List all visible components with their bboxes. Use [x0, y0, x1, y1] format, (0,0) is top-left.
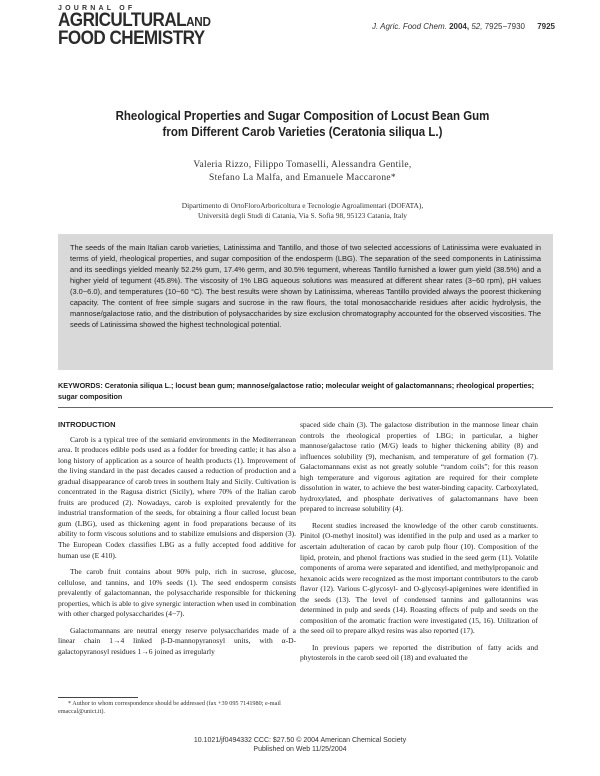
- page-number: 7925: [537, 22, 555, 31]
- abstract-box: The seeds of the main Italian carob varieties, Latinissima and Tantillo, and those of two selected accessions of Latinissima were evaluated in terms of yield, rheological properties, and sugar composition of the endosperm (LBG). The separation of the seed components in Latinissima and its seedlings yielded meanly 52.2% gum, 17.4% germ, and 30.5% tegument, whereas Tantillo furnished a lower gum yield (38.5%) and a higher yield of tegument (45.8%). The viscosity of 1% LBG aqueous solutions was measured at different shear rates (3−60 rpm), pH values (3.0−6.0), and temperatures (10−60 °C). The best results were shown by Latinissima, whereas Tantillo provided always the poorest thickening capacity. The content of free simple sugars and sucrose in the raw flours, the total monosaccharide residues after acidic hydrolysis, the mannose/galactose ratio, and the distribution of polysaccharides by size exclusion chromatography accounted for the observed viscosities. The seeds of Latinissima showed the highest technological potential.: [58, 234, 553, 370]
- affiliation-line-1: Dipartimento di OrtoFloroArboricoltura e Tecnologie Agroalimentari (DOFATA),: [181, 201, 424, 210]
- paragraph: The carob fruit contains about 90% pulp, rich in sucrose, glucose, cellulose, and tannins, and 10% seeds (1). The seed endosperm consists prevalently of galactomannan, the polysaccharide responsible for thickening properties, which is able to give synergic interaction when used in combination with other charged polysaccharides (4−7).: [58, 567, 296, 619]
- journal-abbrev: J. Agric. Food Chem.: [372, 22, 447, 31]
- affiliation-line-2: Università degli Studi di Catania, Via S. Sofia 98, 95123 Catania, Italy: [198, 211, 407, 220]
- paragraph: Galactomannans are neutral energy reserve polysaccharides made of a linear chain 1→4 linked β-D-mannopyranosyl units, with α-D-galactopyranosyl residues 1→6 joined as irregularly: [58, 625, 296, 656]
- paragraph: spaced side chain (3). The galactose distribution in the mannose linear chain controls the rheological properties of LBG; in particular, a higher mannose/galactose ratio (M/G) leads to higher thickening ability (8) and influences solubility (9), mechanism, and temperature of gel formation (7). Galactomannans exist as not greatly soluble “random coils”; for this reason high temperature and vigorous agitation are required for their complete dissolution in water, to achieve the best water-binding capacity. Carboxylated, hydroxylated, and phosphate derivatives of galactomannans have been prepared to increase solubility (4).: [300, 420, 538, 514]
- affiliation: [90, 201, 515, 221]
- article-title: Rheological Properties and Sugar Composition of Locust Bean Gum from Different Carob Varieties (Ceratonia siliqua L.): [115, 109, 490, 139]
- citation-year: 2004,: [449, 22, 470, 31]
- masthead-journal-of: JOURNAL OF: [58, 5, 136, 12]
- right-column: [300, 420, 538, 664]
- section-divider: [58, 407, 553, 408]
- introduction-heading: INTRODUCTION: [58, 420, 116, 429]
- page-footer: [0, 736, 600, 754]
- journal-masthead: [58, 5, 258, 47]
- paragraph: Recent studies increased the knowledge of the other carob constituents. Pinitol (O-methyl inositol) was identified in the pulp and used as a marker to ascertain adulteration of cacao by carob pulp flour (10). Composition of the lipid, protein, and phenol fractions was studied in the seed germ (11). Volatile components of aroma were separated and identified, and methylpropanoic and hexanoic acids were recognized as the most important contributors to the carob flavor (12). Various C-glycosyl- and O-glycosyl-apigenines were identified in the seeds (13). The level of condensed tannins and gallotannins was determined in pulp and seeds (14). Roasting effects of pulp and seeds on the composition of the aromatic fraction were investigated (15, 16). Utilization of the seed oil to prepare alkyd resins was also reported (17).: [300, 520, 538, 636]
- authors-line-1: Valeria Rizzo, Filippo Tomaselli, Alessandra Gentile,: [193, 160, 412, 170]
- authors-line-2: Stefano La Malfa, and Emanuele Maccarone*: [209, 173, 396, 183]
- masthead-and: AND: [186, 14, 211, 29]
- masthead-line2: FOOD CHEMISTRY: [58, 28, 205, 49]
- left-column: [58, 420, 296, 657]
- author-list: [90, 159, 515, 185]
- masthead-agricultural: AGRICULTURAL: [58, 10, 187, 31]
- citation-pages: 7925−7930: [484, 22, 525, 31]
- doi-line: 10.1021/jf0494332 CCC: $27.50 © 2004 American Chemical Society: [193, 737, 407, 744]
- keywords-label: KEYWORDS:: [58, 381, 103, 390]
- paragraph: In previous papers we reported the distribution of fatty acids and phytosterols in the carob seed oil (18) and evaluated the: [300, 642, 538, 663]
- published-line: Published on Web 11/25/2004: [253, 746, 347, 753]
- citation-volume: 52,: [471, 22, 483, 31]
- citation-line: [372, 22, 555, 31]
- paragraph: Carob is a typical tree of the semiarid environments in the Mediterranean area. It produces edible pods used as a fodder for breeding cattle; it has also a long history of application as a source of health products (1). Improvement of the living standard in the past decades caused a reduction of production and a gradual disappearance of carob trees in southern Italy and Sicily. Cultivation is concentrated in the Ragusa district (Sicily), where 70% of the Italian carob fruits are produced (2). Nowadays, carob is exploited prevalently for the industrial transformation of the seeds, for obtaining a flour called locust bean gum (LBG), used as thickening agent in food preparations because of its ability to form viscous solutions and to stabilize emulsions and dispersion (3). The European Codex classifies LBG as a fully accepted food additive for human use (E 410).: [58, 434, 296, 560]
- keywords: [58, 381, 553, 402]
- footnote-divider: [58, 697, 138, 698]
- keywords-text: Ceratonia siliqua L.; locust bean gum; mannose/galactose ratio; molecular weight of galactomannans; rheological properties; sugar composition: [58, 381, 535, 401]
- corresponding-author-footnote: * Author to whom correspondence should be addressed (fax +39 095 7141980; e-mail emaccal@unict.it).: [58, 700, 281, 715]
